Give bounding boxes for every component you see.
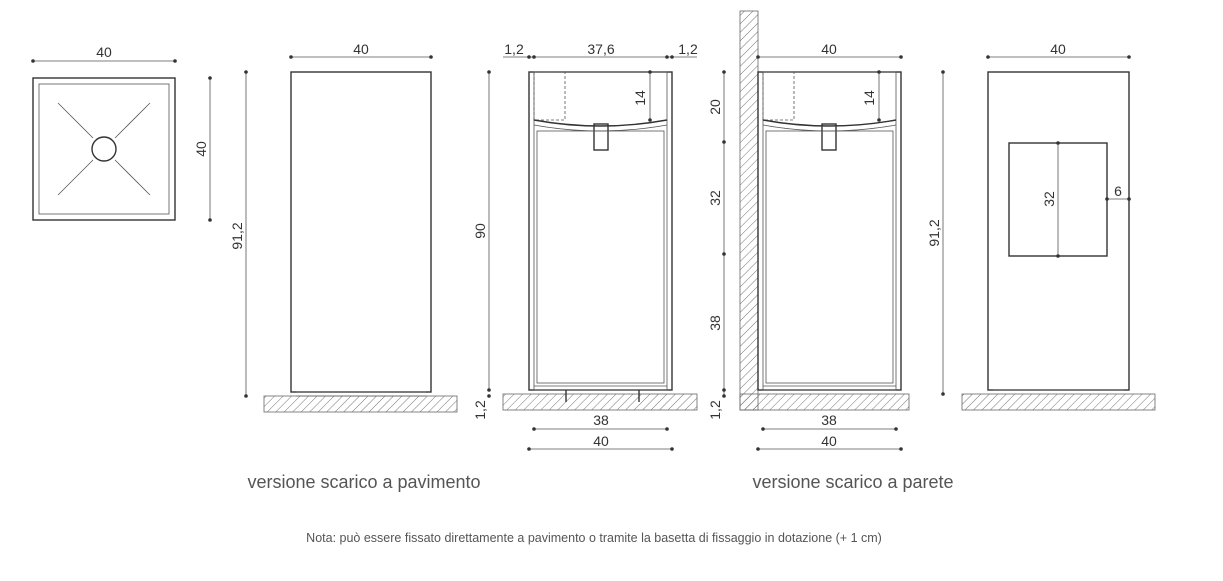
dimension-tick [648,118,652,122]
dimension-tick [877,118,881,122]
dimension-tick [665,55,669,59]
installation-note: Nota: può essere fissato direttamente a pavimento o tramite la basetta di fissaggio in dotazione (+ 1 cm) [306,531,882,545]
cabinet-cavity [537,131,664,383]
basin-slope-line [115,160,150,195]
caption-wall-drain: versione scarico a parete [752,472,954,492]
dimension-tick [208,218,212,222]
dimension-tick [527,55,531,59]
dimension-tick [289,55,293,59]
dimension-label-right-wall: 1,2 [678,41,698,57]
caption-floor-drain: versione scarico a pavimento [247,472,481,492]
dimension-tick [208,76,212,80]
dimension-label-base-inner: 38 [821,412,837,428]
dimension-tick [722,394,726,398]
dimension-tick [244,70,248,74]
front-view [229,41,457,412]
top-outer-edge [33,78,175,220]
dimension-tick [722,252,726,256]
dimension-tick [941,392,945,396]
dimension-tick [756,447,760,451]
dimension-tick [532,427,536,431]
dimension-tick [722,70,726,74]
dimension-tick [244,394,248,398]
top-view [31,44,212,222]
dimension-tick [1127,197,1131,201]
cabinet-cavity [766,131,893,383]
dimension-tick [527,447,531,451]
dimension-tick [1056,141,1060,145]
dimension-tick [1105,197,1109,201]
dimension-tick [487,70,491,74]
dimension-label-inner-height: 90 [472,223,488,239]
dimension-label-width: 40 [353,41,369,57]
dimension-label-mid-segment: 32 [707,190,723,206]
front-body [291,72,431,392]
dimension-label-top-segment: 20 [707,99,723,115]
dimension-label-left-wall: 1,2 [504,41,524,57]
dimension-tick [1056,254,1060,258]
basin-bottom-curve [534,120,667,126]
dimension-tick [429,55,433,59]
basin-slope-line [115,103,150,138]
dimension-tick [670,447,674,451]
dimension-tick [1127,55,1131,59]
dimension-label-width: 40 [1050,41,1066,57]
wall-drain-section [707,11,909,451]
dimension-tick [756,55,760,59]
dimension-label-base-inner: 38 [593,412,609,428]
dimension-label-base-height: 1,2 [472,400,488,420]
dimension-tick [894,427,898,431]
dimension-label-basin-depth: 14 [632,90,648,106]
dimension-tick [877,70,881,74]
dimension-label-bottom-segment: 38 [707,315,723,331]
dimension-tick [941,70,945,74]
floor-hatch [503,394,697,410]
floor-hatch [962,394,1155,410]
dimension-label-opening-offset: 6 [1114,183,1122,199]
back-view [926,41,1155,410]
dimension-tick [722,140,726,144]
overflow-hidden-line [763,72,794,120]
drain-hole [92,137,116,161]
dimension-label-base-height: 1,2 [707,400,723,420]
dimension-tick [899,55,903,59]
dimension-tick [487,388,491,392]
dimension-label-inner-width: 37,6 [587,41,615,57]
basin-slope-line [58,160,93,195]
basin-slope-line [58,103,93,138]
dimension-label-basin-depth: 14 [861,90,877,106]
dimension-label-height: 91,2 [926,219,942,247]
dimension-tick [665,427,669,431]
dimension-tick [487,394,491,398]
dimension-label-opening-height: 32 [1041,191,1057,207]
floor-hatch [264,396,457,412]
dimension-tick [761,427,765,431]
dimension-tick [648,70,652,74]
dimension-tick [986,55,990,59]
floor-hatch [740,394,909,410]
dimension-label-height: 91,2 [229,222,245,250]
drain-pipe [822,124,836,150]
dimension-tick [722,388,726,392]
dimension-label-width: 40 [96,44,112,60]
basin-bottom-curve [763,120,896,126]
dimension-tick [31,59,35,63]
dimension-tick [670,55,674,59]
dimension-label-width: 40 [821,41,837,57]
dimension-label-depth: 40 [193,141,209,157]
dimension-tick [532,55,536,59]
dimension-tick [899,447,903,451]
wall-hatch [740,11,758,410]
dimension-label-base-outer: 40 [593,433,609,449]
drain-pipe [594,124,608,150]
dimension-tick [173,59,177,63]
overflow-hidden-line [534,72,565,120]
floor-drain-section [472,41,698,451]
dimension-label-base-outer: 40 [821,433,837,449]
